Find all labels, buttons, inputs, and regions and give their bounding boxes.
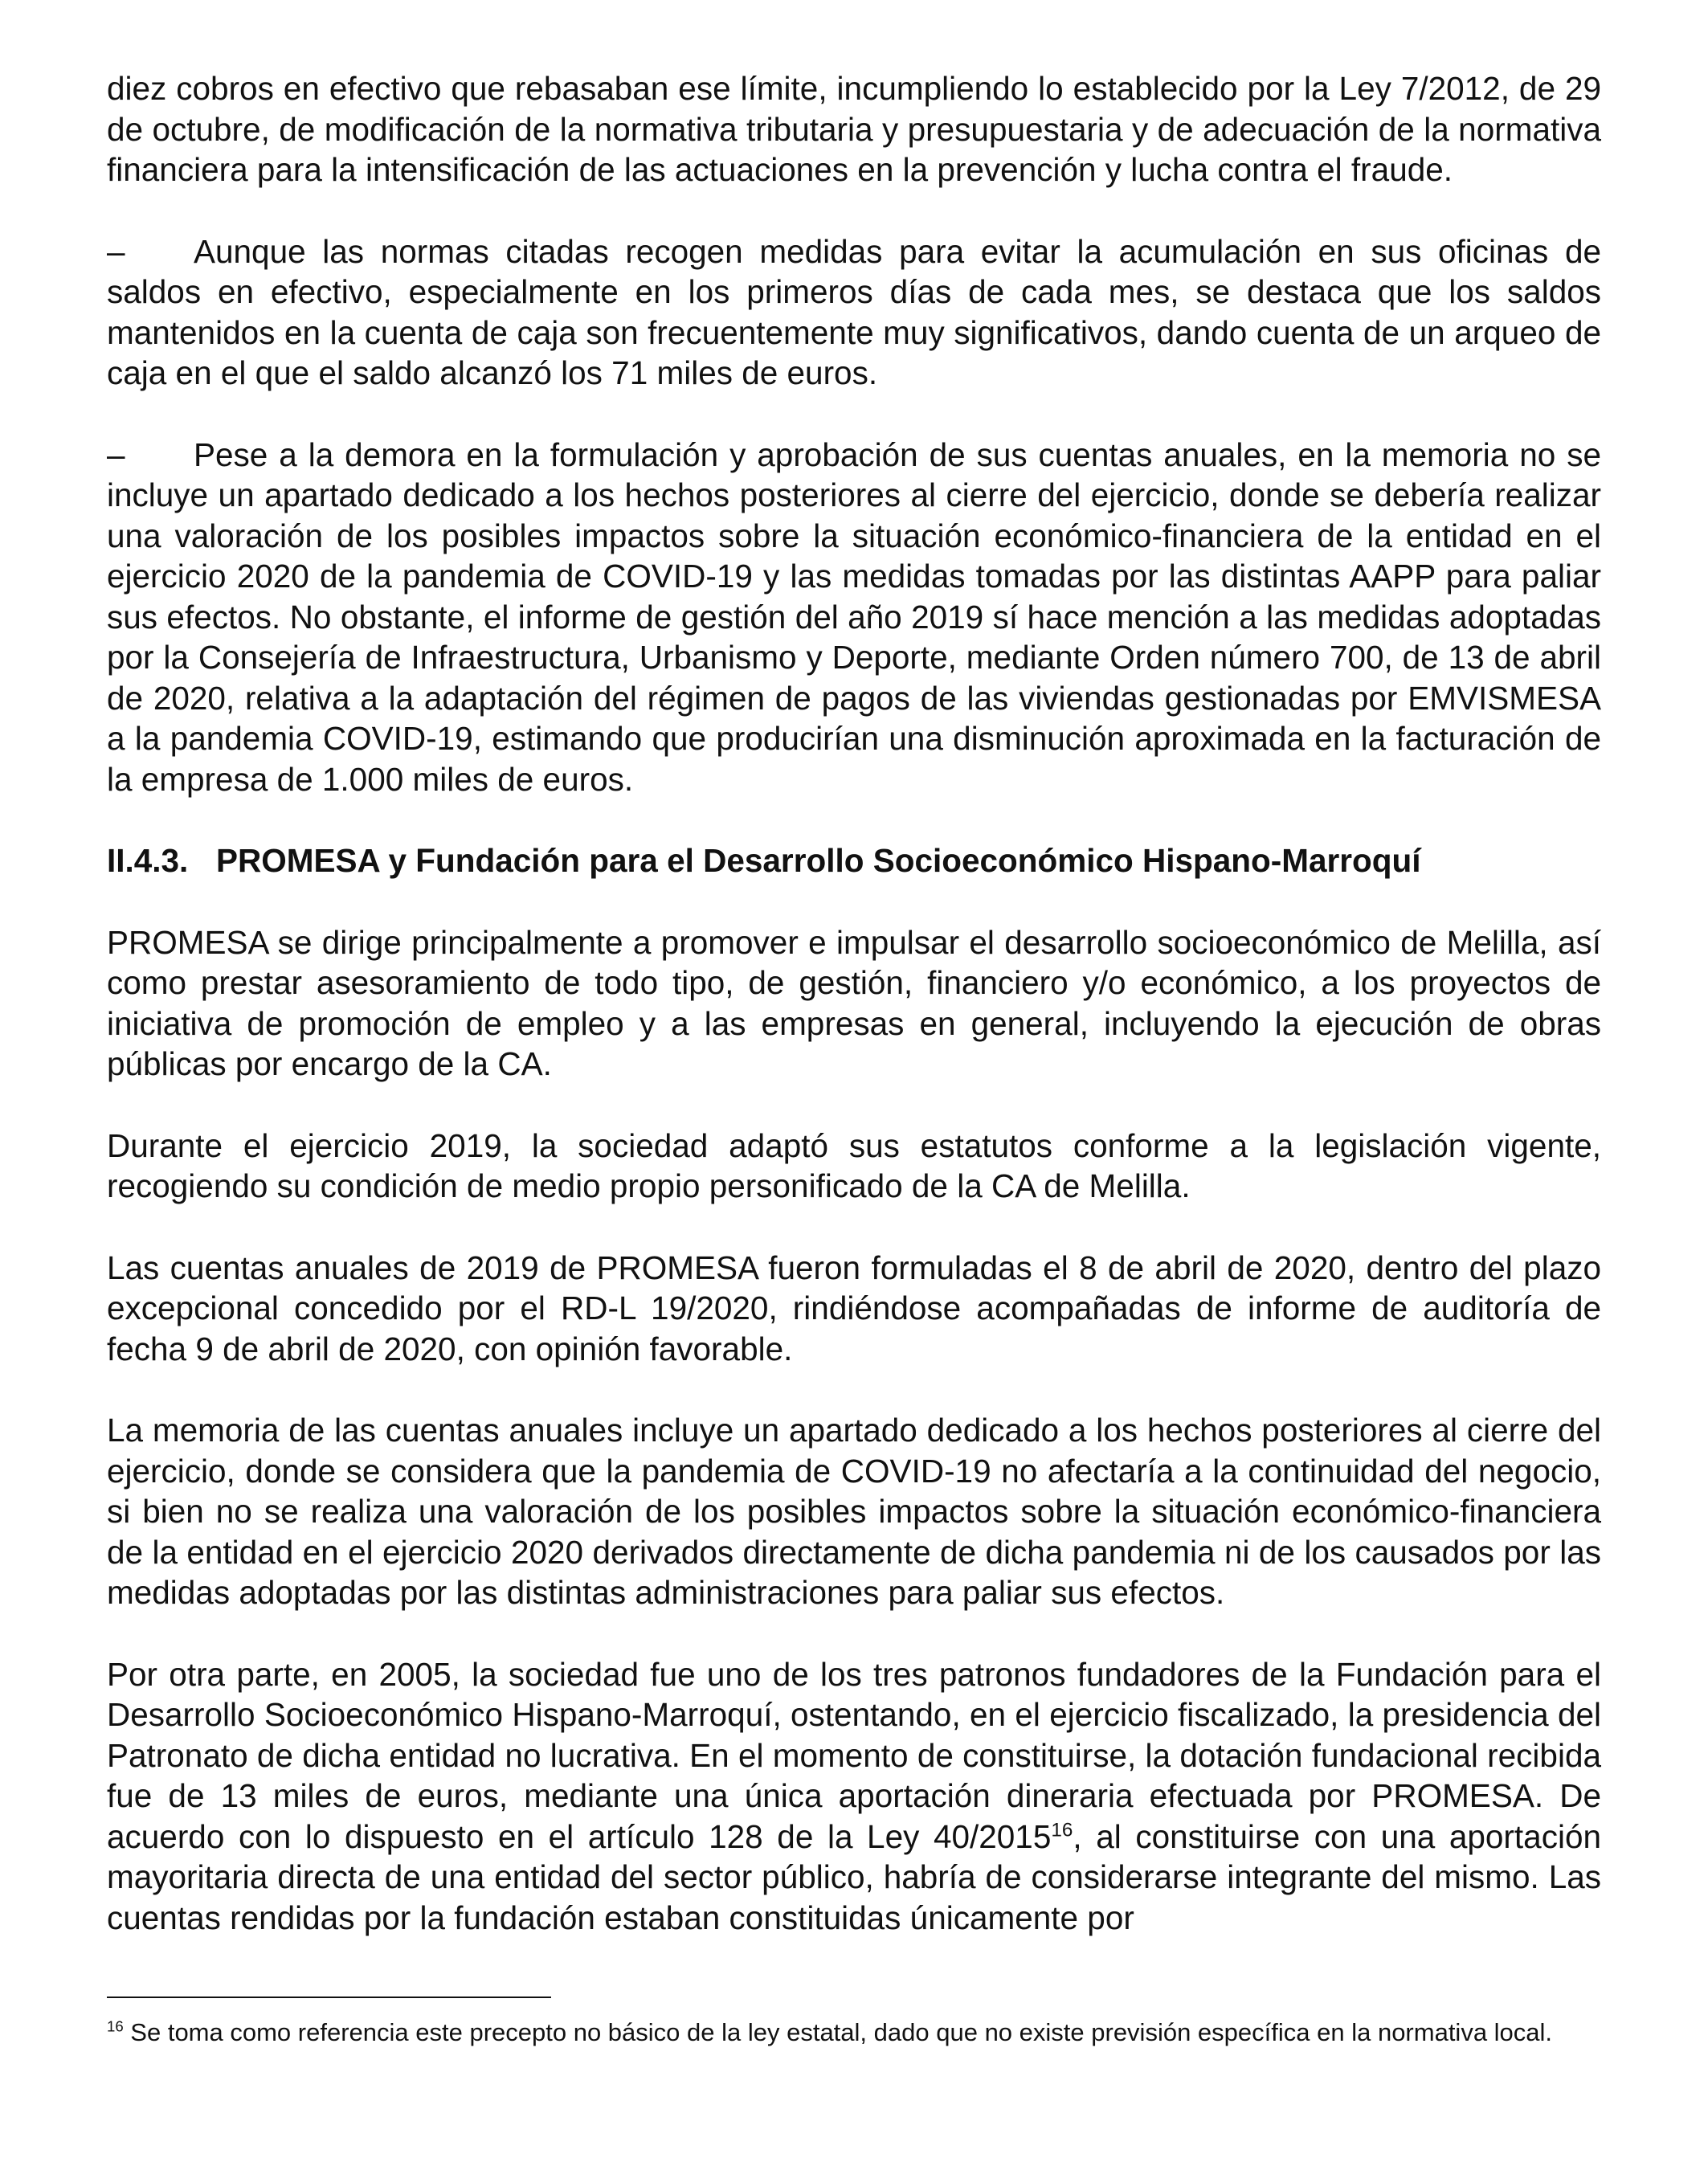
bullet-cash-balances-text: Aunque las normas citadas recogen medidas para evitar la acumulación en sus oficinas de saldos en efectivo, especialmente en los primeros días de cada mes, se destaca que los saldos mantenidos en la cuenta de caja son frecuentemente muy significativos, dando cuenta de un arqueo de caja en el que el saldo alcanzó los 71 miles de euros.	[107, 232, 1601, 391]
footnote-reference[interactable]: 16	[1051, 1819, 1073, 1841]
footnote	[107, 2017, 1601, 2049]
section-number: II.4.3.	[107, 842, 189, 879]
footnote-text: Se toma como referencia este precepto no básico de la ley estatal, dado que no existe previsión específica en la normativa local.	[123, 2018, 1553, 2046]
paragraph-statutes: Durante el ejercicio 2019, la sociedad adaptó sus estatutos conforme a la legislación vigente, recogiendo su condición de medio propio personificado de la CA de Melilla.	[107, 1126, 1601, 1204]
paragraph-annual-accounts: Las cuentas anuales de 2019 de PROMESA fueron formuladas el 8 de abril de 2020, dentro del plazo excepcional concedido por el RD-L 19/2020, rindiéndose acompañadas de informe de auditoría de fecha 9 de abril de 2020, con opinión favorable.	[107, 1249, 1601, 1367]
paragraph-promesa-purpose: PROMESA se dirige principalmente a promover e impulsar el desarrollo socioeconómico de Melilla, así como prestar asesoramiento de todo tipo, de gestión, financiero y/o económico, a los proyectos de iniciativa de promoción de empleo y a las empresas en general, incluyendo la ejecución de obras públicas por encargo de la CA.	[107, 923, 1601, 1082]
section-heading	[107, 840, 1601, 881]
dash-marker: –	[107, 435, 125, 473]
bullet-cash-balances	[107, 231, 1601, 394]
paragraph-foundation-text-a: Por otra parte, en 2005, la sociedad fue uno de los tres patronos fundadores de la Fundación para el Desarrollo Socioeconómico Hispano-Marroquí, ostentando, en el ejercicio fiscalizado, la presidencia del Patronato de dicha entidad no lucrativa. En el momento de constituirse, la dotación fundacional recibida fue de 13 miles de euros, mediante una única aportación dineraria efectuada por PROMESA. De acuerdo con lo dispuesto en el artículo 128 de la Ley 40/2015	[107, 1655, 1601, 1855]
dash-marker: –	[107, 232, 125, 270]
footnote-separator	[107, 1997, 551, 1998]
paragraph-cash-collections: diez cobros en efectivo que rebasaban ese límite, incumpliendo lo establecido por la Ley 7/2012, de 29 de octubre, de modificación de la normativa tributaria y presupuestaria y de adecuación de la normativa financiera para la intensificación de las actuaciones en la prevención y lucha contra el fraude.	[107, 70, 1601, 188]
footnote-number: 16	[107, 2017, 124, 2035]
paragraph-report-memory: La memoria de las cuentas anuales incluye un apartado dedicado a los hechos posteriores al cierre del ejercicio, donde se considera que la pandemia de COVID-19 no afectaría a la continuidad del negocio, si bien no se realiza una valoración de los posibles impactos sobre la situación económico-financiera de la entidad en el ejercicio 2020 derivados directamente de dicha pandemia ni de los causados por las medidas adoptadas por las distintas administraciones para paliar sus efectos.	[107, 1412, 1601, 1611]
section-title: PROMESA y Fundación para el Desarrollo Socioeconómico Hispano-Marroquí	[216, 842, 1421, 879]
paragraph-foundation-text-b: , al constituirse con una aportación mayoritaria directa de una entidad del sector público, habría de considerarse integrante del mismo. Las cuentas rendidas por la fundación estaban constituidas únicamente por	[107, 1817, 1601, 1936]
paragraph-foundation	[107, 1654, 1601, 1939]
bullet-subsequent-events	[107, 435, 1601, 800]
document-body	[107, 68, 1601, 1979]
bullet-subsequent-events-text: Pese a la demora en la formulación y aprobación de sus cuentas anuales, en la memoria no se incluye un apartado dedicado a los hechos posteriores al cierre del ejercicio, donde se debería realizar una valoración de los posibles impactos sobre la situación económico-financiera de la entidad en el ejercicio 2020 de la pandemia de COVID-19 y las medidas tomadas por las distintas AAPP para paliar sus efectos. No obstante, el informe de gestión del año 2019 sí hace mención a las medidas adoptadas por la Consejería de Infraestructura, Urbanismo y Deporte, mediante Orden número 700, de 13 de abril de 2020, relativa a la adaptación del régimen de pagos de las viviendas gestionadas por EMVISMESA a la pandemia COVID-19, estimando que producirían una disminución aproximada en la facturación de la empresa de 1.000 miles de euros.	[107, 435, 1601, 798]
